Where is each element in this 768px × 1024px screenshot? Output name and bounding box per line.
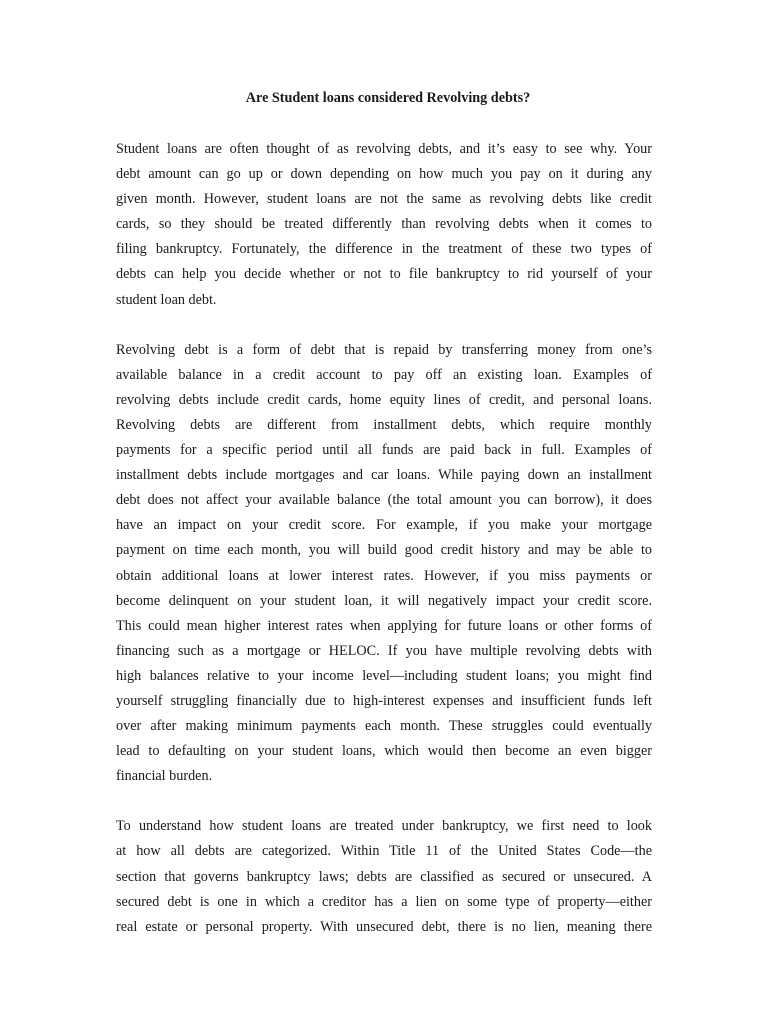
paragraph-1 bbox=[116, 137, 652, 313]
text-line: student loan debt. bbox=[116, 291, 217, 308]
text-line: financial burden. bbox=[116, 768, 213, 785]
text-line: cards, so they should be treated differently than revolving debts when it comes to bbox=[116, 216, 652, 233]
text-line: financing such as a mortgage or HELOC. If you have multiple revolving debts with bbox=[116, 642, 652, 659]
paragraph-2 bbox=[116, 338, 652, 790]
text-line: lead to defaulting on your student loans, which would then become an even bigger bbox=[116, 743, 652, 760]
text-line: real estate or personal property. With unsecured debt, there is no lien, meaning there bbox=[116, 918, 652, 935]
text-line: filing bankruptcy. Fortunately, the difference in the treatment of these two types of bbox=[116, 241, 652, 258]
text-line: secured debt is one in which a creditor has a lien on some type of property—either bbox=[116, 893, 652, 910]
text-line: given month. However, student loans are not the same as revolving debts like credit bbox=[116, 191, 652, 208]
text-line: available balance in a credit account to pay off an existing loan. Examples of bbox=[116, 366, 652, 383]
paragraph-3 bbox=[116, 814, 652, 939]
text-line: This could mean higher interest rates when applying for future loans or other forms of bbox=[116, 617, 652, 634]
text-line: debts can help you decide whether or not to file bankruptcy to rid yourself of your bbox=[116, 266, 652, 283]
text-line: over after making minimum payments each month. These struggles could eventually bbox=[116, 718, 652, 735]
text-line: become delinquent on your student loan, it will negatively impact your credit score. bbox=[116, 592, 652, 609]
text-line: To understand how student loans are treated under bankruptcy, we first need to look bbox=[116, 818, 652, 835]
text-line: Student loans are often thought of as revolving debts, and it’s easy to see why. Your bbox=[116, 141, 652, 157]
document-title: Are Student loans considered Revolving debts? bbox=[245, 90, 531, 106]
text-line: at how all debts are categorized. Within Title 11 of the United States Code—the bbox=[116, 843, 652, 860]
text-line: section that governs bankruptcy laws; debts are classified as secured or unsecured. A bbox=[116, 868, 652, 885]
document-page bbox=[116, 88, 652, 965]
text-line: obtain additional loans at lower interest rates. However, if you miss payments or bbox=[116, 567, 652, 584]
text-line: yourself struggling financially due to high-interest expenses and insufficient funds left bbox=[116, 692, 652, 709]
text-line: payments for a specific period until all funds are paid back in full. Examples of bbox=[116, 442, 652, 459]
text-line: high balances relative to your income level—including student loans; you might find bbox=[116, 667, 652, 684]
text-line: debt does not affect your available balance (the total amount you can borrow), it does bbox=[116, 492, 652, 509]
text-line: payment on time each month, you will build good credit history and may be able to bbox=[116, 542, 652, 559]
text-line: debt amount can go up or down depending on how much you pay on it during any bbox=[116, 166, 652, 183]
text-line: revolving debts include credit cards, home equity lines of credit, and personal loans. bbox=[116, 391, 652, 408]
text-line: have an impact on your credit score. For example, if you make your mortgage bbox=[116, 517, 652, 534]
text-line: Revolving debts are different from installment debts, which require monthly bbox=[116, 416, 652, 433]
text-line: Revolving debt is a form of debt that is repaid by transferring money from one’s bbox=[116, 341, 652, 358]
text-line: installment debts include mortgages and car loans. While paying down an installment bbox=[116, 467, 652, 484]
document-body bbox=[116, 137, 652, 940]
